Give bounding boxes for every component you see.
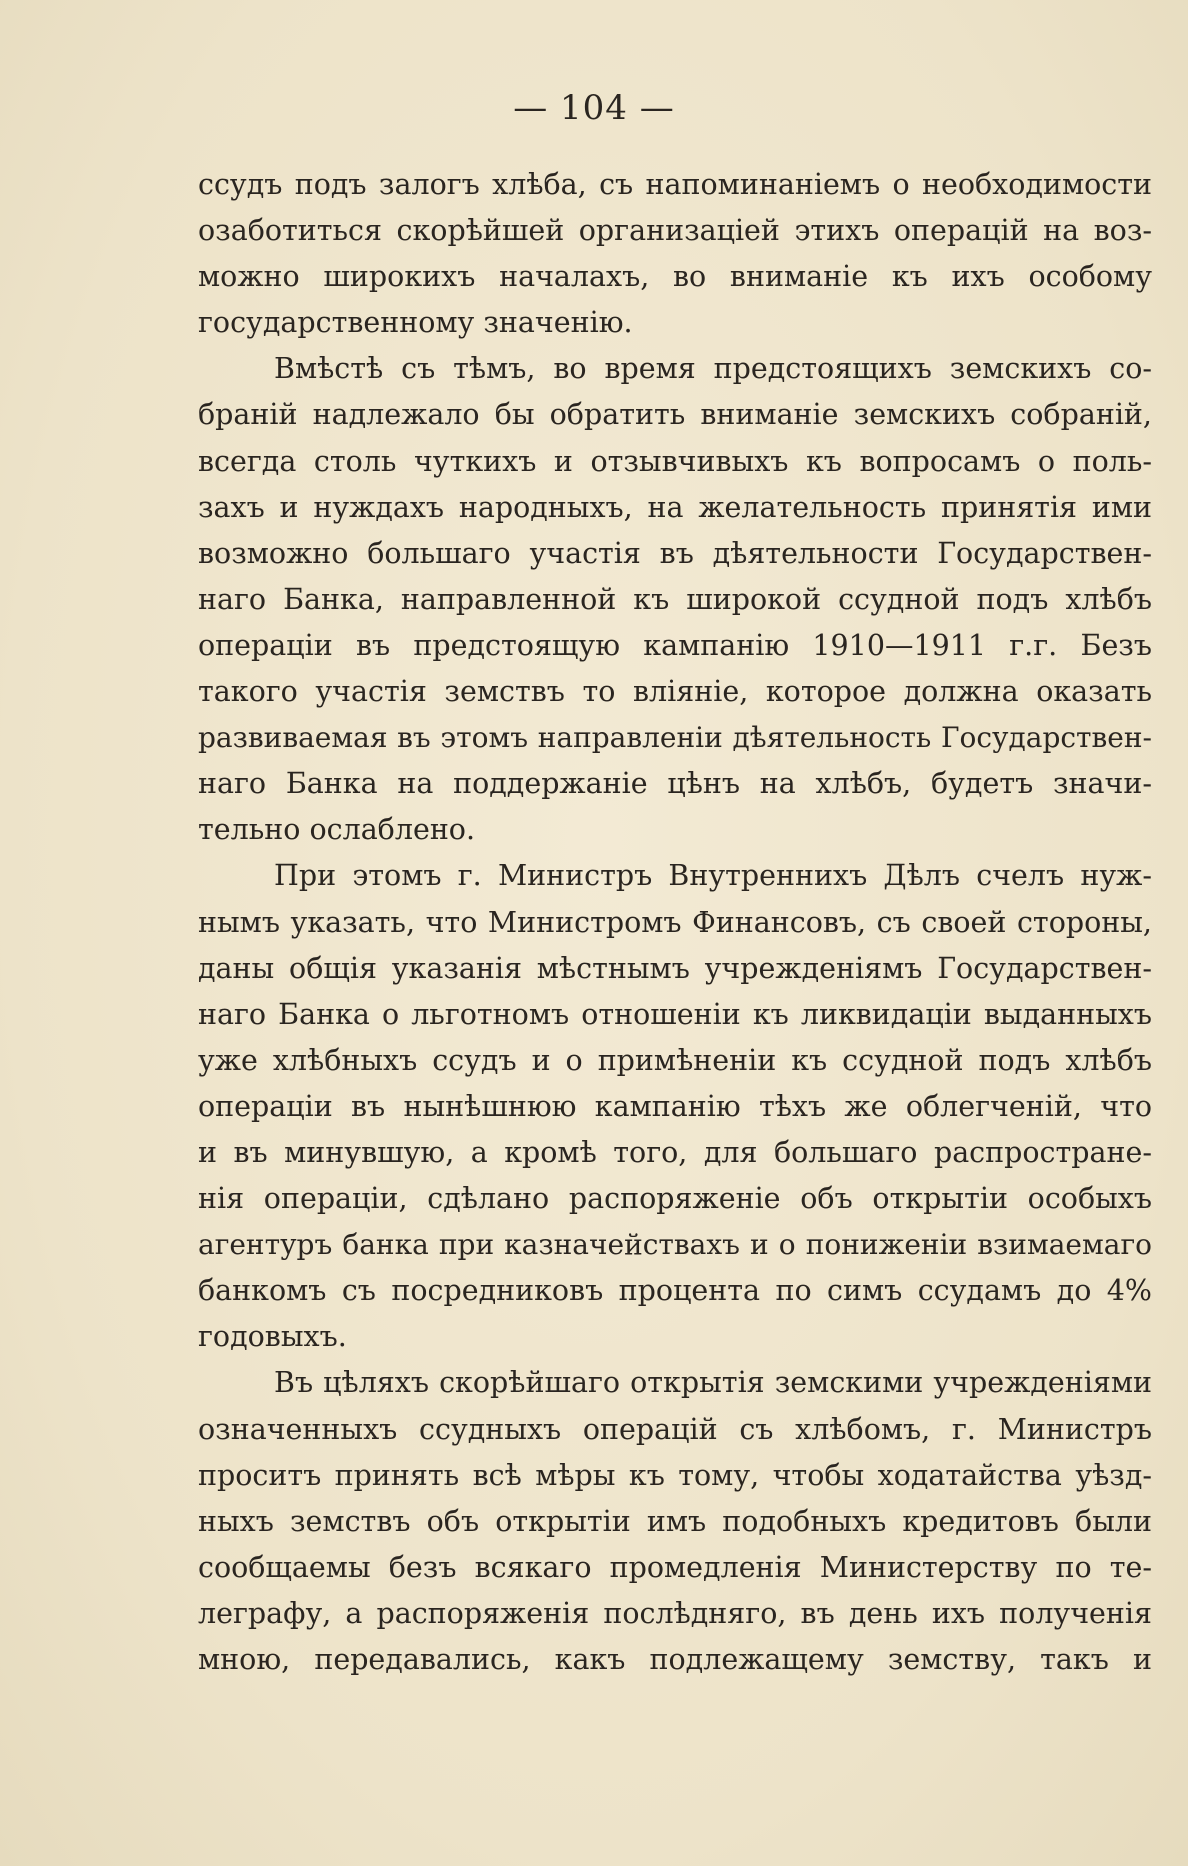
text-line: государственному значенію.	[198, 306, 633, 340]
text-line: Вмѣстѣ съ тѣмъ, во время предстоящихъ земскихъ со-	[274, 352, 1152, 386]
text-line: можно широкихъ началахъ, во вниманіе къ ихъ особому	[198, 260, 1152, 294]
text-line: проситъ принять всѣ мѣры къ тому, чтобы ходатайства уѣзд-	[198, 1458, 1152, 1492]
text-line: наго Банка на поддержаніе цѣнъ на хлѣбъ, будетъ значи-	[198, 767, 1152, 801]
text-line: всегда столь чуткихъ и отзывчивыхъ къ вопросамъ о поль-	[198, 444, 1152, 478]
text-line: операціи въ нынѣшнюю кампанію тѣхъ же облегченій, что	[198, 1089, 1152, 1123]
text-line: наго Банка, направленной къ широкой ссудной подъ хлѣбъ	[198, 582, 1152, 616]
text-line: тельно ослаблено.	[198, 813, 476, 847]
text-line: нымъ указать, что Министромъ Финансовъ, съ своей стороны,	[198, 905, 1152, 939]
text-line: сообщаемы безъ всякаго промедленія Министерству по те-	[198, 1550, 1152, 1584]
text-line: озаботиться скорѣйшей организаціей этихъ операцій на воз-	[198, 214, 1152, 248]
text-line: леграфу, а распоряженія послѣдняго, въ день ихъ полученія	[198, 1596, 1152, 1630]
page-number: — 104 —	[513, 88, 675, 128]
text-line: означенныхъ ссудныхъ операцій съ хлѣбомъ, г. Министръ	[198, 1412, 1152, 1446]
text-line: уже хлѣбныхъ ссудъ и о примѣненіи къ ссудной подъ хлѣбъ	[198, 1043, 1152, 1077]
text-line: захъ и нуждахъ народныхъ, на желательность принятія ими	[198, 490, 1152, 524]
body-text	[198, 162, 1152, 1683]
text-line: агентуръ банка при казначействахъ и о пониженіи взимаемаго	[198, 1228, 1152, 1262]
text-line: ныхъ земствъ объ открытіи имъ подобныхъ кредитовъ были	[198, 1504, 1152, 1538]
text-line: мною, передавались, какъ подлежащему земству, такъ и	[198, 1643, 1152, 1676]
text-line: такого участія земствъ то вліяніе, которое должна оказать	[198, 675, 1152, 709]
text-line: браній надлежало бы обратить вниманіе земскихъ собраній,	[198, 398, 1152, 432]
text-line: годовыхъ.	[198, 1320, 347, 1354]
text-line: операціи въ предстоящую кампанію 1910—1911 г.г. Безъ	[198, 628, 1152, 662]
text-line: При этомъ г. Министръ Внутреннихъ Дѣлъ счелъ нуж-	[274, 859, 1152, 893]
text-line: возможно большаго участія въ дѣятельности Государствен-	[198, 536, 1152, 570]
text-line: банкомъ съ посредниковъ процента по симъ ссудамъ до 4%	[198, 1274, 1152, 1308]
text-line: нія операціи, сдѣлано распоряженіе объ открытіи особыхъ	[198, 1182, 1152, 1216]
text-line: и въ минувшую, а кромѣ того, для большаго распростране-	[198, 1135, 1152, 1169]
text-line: Въ цѣляхъ скорѣйшаго открытія земскими учрежденіями	[274, 1366, 1152, 1400]
text-line: развиваемая въ этомъ направленіи дѣятельность Государствен-	[198, 721, 1152, 755]
text-line: ссудъ подъ залогъ хлѣба, съ напоминаніемъ о необходимости	[198, 168, 1152, 201]
text-line: наго Банка о льготномъ отношеніи къ ликвидаціи выданныхъ	[198, 997, 1152, 1031]
text-line: даны общія указанія мѣстнымъ учрежденіямъ Государствен-	[198, 951, 1152, 985]
